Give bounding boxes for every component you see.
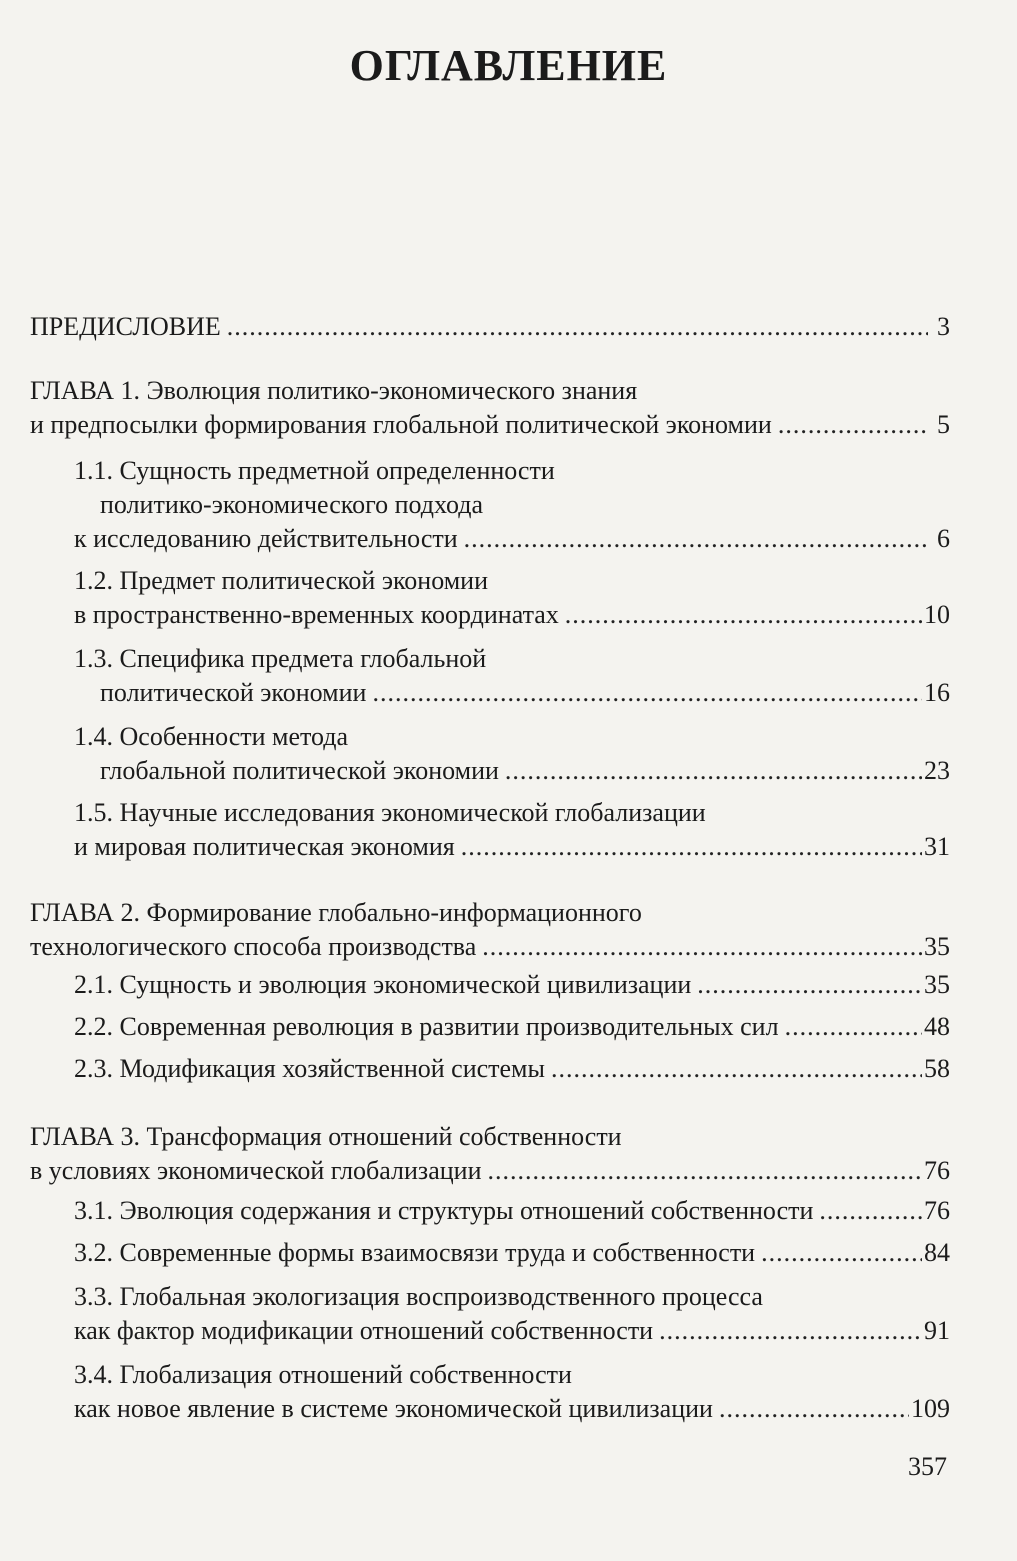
toc-entry-chapter-2[interactable] [30, 896, 950, 964]
toc-entry-text: технологического способа производства [30, 930, 480, 964]
toc-entry-text: 3.4. Глобализация отношений собственности [74, 1360, 576, 1389]
toc-entry-text: в пространственно-временных координатах [74, 598, 563, 632]
page-title: ОГЛАВЛЕНИЕ [349, 41, 668, 90]
leader-dots [697, 968, 922, 1002]
leader-dots [778, 408, 928, 442]
toc-entry-text: ГЛАВА 2. Формирование глобально-информационного [30, 898, 646, 927]
toc-page-number: 48 [924, 1012, 950, 1041]
toc-entry-text: 1.2. Предмет политической экономии [74, 566, 492, 595]
toc-entry-section-2-1[interactable] [74, 968, 950, 1002]
toc-entry-section-3-3[interactable] [74, 1280, 950, 1348]
toc-entry-text: 2.2. Современная революция в развитии производительных сил [74, 1010, 783, 1044]
toc-page-number: 16 [924, 678, 950, 707]
leader-dots [372, 676, 922, 710]
toc-entry-text: как новое явление в системе экономической цивилизации [74, 1392, 717, 1426]
toc-page-number: 35 [924, 932, 950, 961]
toc-entry-text: 1.1. Сущность предметной определенности [74, 456, 559, 485]
leader-dots [785, 1010, 922, 1044]
toc-entry-preface[interactable] [30, 310, 950, 344]
toc-page-number: 84 [924, 1238, 950, 1267]
toc-entry-text: и мировая политическая экономия [74, 830, 459, 864]
toc-entry-text: как фактор модификации отношений собственности [74, 1314, 657, 1348]
toc-entry-section-2-3[interactable] [74, 1052, 950, 1086]
leader-dots [505, 754, 922, 788]
toc-entry-chapter-3[interactable] [30, 1120, 950, 1188]
toc-entry-text: политико-экономического подхода [100, 490, 487, 519]
leader-dots [659, 1314, 922, 1348]
toc-entry-text: политической экономии [100, 676, 370, 710]
toc-entry-section-1-3[interactable] [74, 642, 950, 710]
toc-entry-text: 1.3. Специфика предмета глобальной [74, 644, 490, 673]
toc-entry-section-1-5[interactable] [74, 796, 950, 864]
toc-page-number: 76 [924, 1196, 950, 1225]
toc-page-number: 76 [924, 1156, 950, 1185]
toc-entry-text: ГЛАВА 3. Трансформация отношений собственности [30, 1122, 626, 1151]
toc-entry-text: ПРЕДИСЛОВИЕ [30, 310, 225, 344]
leader-dots [551, 1052, 922, 1086]
toc-entry-text: 3.3. Глобальная экологизация воспроизводственного процесса [74, 1282, 767, 1311]
footer-page-number: 357 [908, 1452, 947, 1481]
toc-entry-section-3-2[interactable] [74, 1236, 950, 1270]
toc-entry-text: к исследованию действительности [74, 522, 462, 556]
toc-page-number: 6 [937, 524, 950, 553]
toc-entry-section-1-2[interactable] [74, 564, 950, 632]
leader-dots [227, 310, 928, 344]
toc-page-number: 31 [924, 832, 950, 861]
leader-dots [464, 522, 928, 556]
leader-dots [819, 1194, 922, 1228]
toc-entry-section-1-4[interactable] [74, 720, 950, 788]
leader-dots [487, 1154, 922, 1188]
toc-page-number: 3 [937, 312, 950, 341]
toc-page-number: 35 [924, 970, 950, 999]
toc-entry-text: глобальной политической экономии [100, 754, 503, 788]
toc-page-number: 109 [911, 1394, 950, 1423]
leader-dots [719, 1392, 909, 1426]
toc-entry-section-2-2[interactable] [74, 1010, 950, 1044]
toc-entry-text: 3.2. Современные формы взаимосвязи труда и собственности [74, 1236, 759, 1270]
toc-page-number: 23 [924, 756, 950, 785]
toc-entry-text: в условиях экономической глобализации [30, 1154, 485, 1188]
toc-entry-text: 1.5. Научные исследования экономической глобализации [74, 798, 710, 827]
toc-entry-text: 2.1. Сущность и эволюция экономической цивилизации [74, 968, 695, 1002]
toc-entry-text: 2.3. Модификация хозяйственной системы [74, 1052, 549, 1086]
toc-entry-chapter-1[interactable] [30, 374, 950, 442]
toc-page-number: 10 [924, 600, 950, 629]
toc-entry-text: 3.1. Эволюция содержания и структуры отношений собственности [74, 1194, 817, 1228]
toc-entry-text: ГЛАВА 1. Эволюция политико-экономического знания [30, 376, 641, 405]
leader-dots [565, 598, 922, 632]
leader-dots [482, 930, 922, 964]
toc-entry-section-1-1[interactable] [74, 454, 950, 556]
toc-entry-text: 1.4. Особенности метода [74, 722, 352, 751]
leader-dots [461, 830, 922, 864]
toc-page-number: 5 [937, 410, 950, 439]
toc-entry-section-3-1[interactable] [74, 1194, 950, 1228]
toc-entry-section-3-4[interactable] [74, 1358, 950, 1426]
toc-page-number: 58 [924, 1054, 950, 1083]
toc-page-number: 91 [924, 1316, 950, 1345]
toc-entry-text: и предпосылки формирования глобальной политической экономии [30, 408, 776, 442]
leader-dots [761, 1236, 922, 1270]
